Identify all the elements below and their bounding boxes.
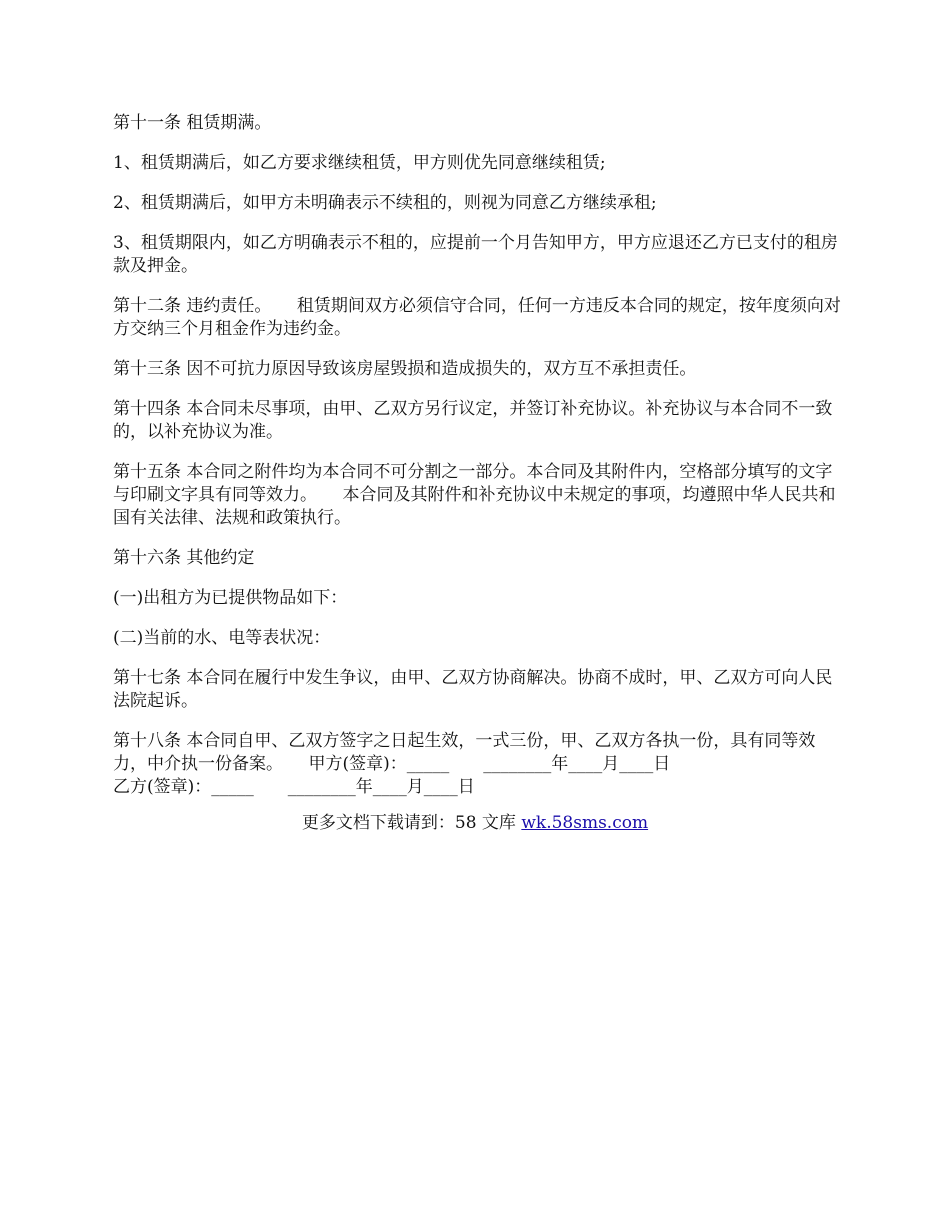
clause-12: 第十二条 违约责任。 租赁期间双方必须信守合同，任何一方违反本合同的规定，按年度须向对方交纳三个月租金作为违约金。 bbox=[113, 296, 841, 339]
clause-11-item-2: 2、租赁期满后，如甲方未明确表示不续租的，则视为同意乙方继续承租; bbox=[113, 193, 657, 213]
clause-11-item-3: 3、租赁期限内，如乙方明确表示不租的，应提前一个月告知甲方，甲方应退还乙方已支付的租房款及押金。 bbox=[113, 233, 838, 276]
clause-15: 第十五条 本合同之附件均为本合同不可分割之一部分。本合同及其附件内，空格部分填写的文字与印刷文字具有同等效力。 本合同及其附件和补充协议中未规定的事项，均遵照中华人民共和国有关法律、法规和政策执行。 bbox=[113, 462, 836, 528]
footer-prefix: 更多文档下载请到：58 文库 bbox=[301, 813, 522, 833]
clause-16-item-2: (二)当前的水、电等表状况： bbox=[113, 628, 331, 648]
document-body bbox=[113, 112, 841, 816]
clause-18-party-a-signature: 第十八条 本合同自甲、乙双方签字之日起生效，一式三份，甲、乙双方各执一份，具有同等效力，中介执一份备案。 甲方(签章)：_____ ________年____月____日 bbox=[113, 731, 816, 774]
clause-13: 第十三条 因不可抗力原因导致该房屋毁损和造成损失的，双方互不承担责任。 bbox=[113, 359, 697, 379]
clause-11-title: 第十一条 租赁期满。 bbox=[113, 113, 272, 133]
clause-11-item-1: 1、租赁期满后，如乙方要求继续租赁，甲方则优先同意继续租赁; bbox=[113, 153, 606, 173]
clause-16-title: 第十六条 其他约定 bbox=[113, 548, 255, 568]
clause-14: 第十四条 本合同未尽事项，由甲、乙双方另行议定，并签订补充协议。补充协议与本合同不一致的，以补充协议为准。 bbox=[113, 399, 833, 442]
clause-16-item-1: (一)出租方为已提供物品如下： bbox=[113, 588, 348, 608]
clause-17: 第十七条 本合同在履行中发生争议，由甲、乙双方协商解决。协商不成时，甲、乙双方可向人民法院起诉。 bbox=[113, 668, 833, 711]
party-b-signature: 乙方(签章)：_____ ________年____月____日 bbox=[113, 777, 475, 797]
footer-link[interactable]: wk.58sms.com bbox=[521, 813, 649, 833]
footer-download-note bbox=[0, 812, 950, 835]
